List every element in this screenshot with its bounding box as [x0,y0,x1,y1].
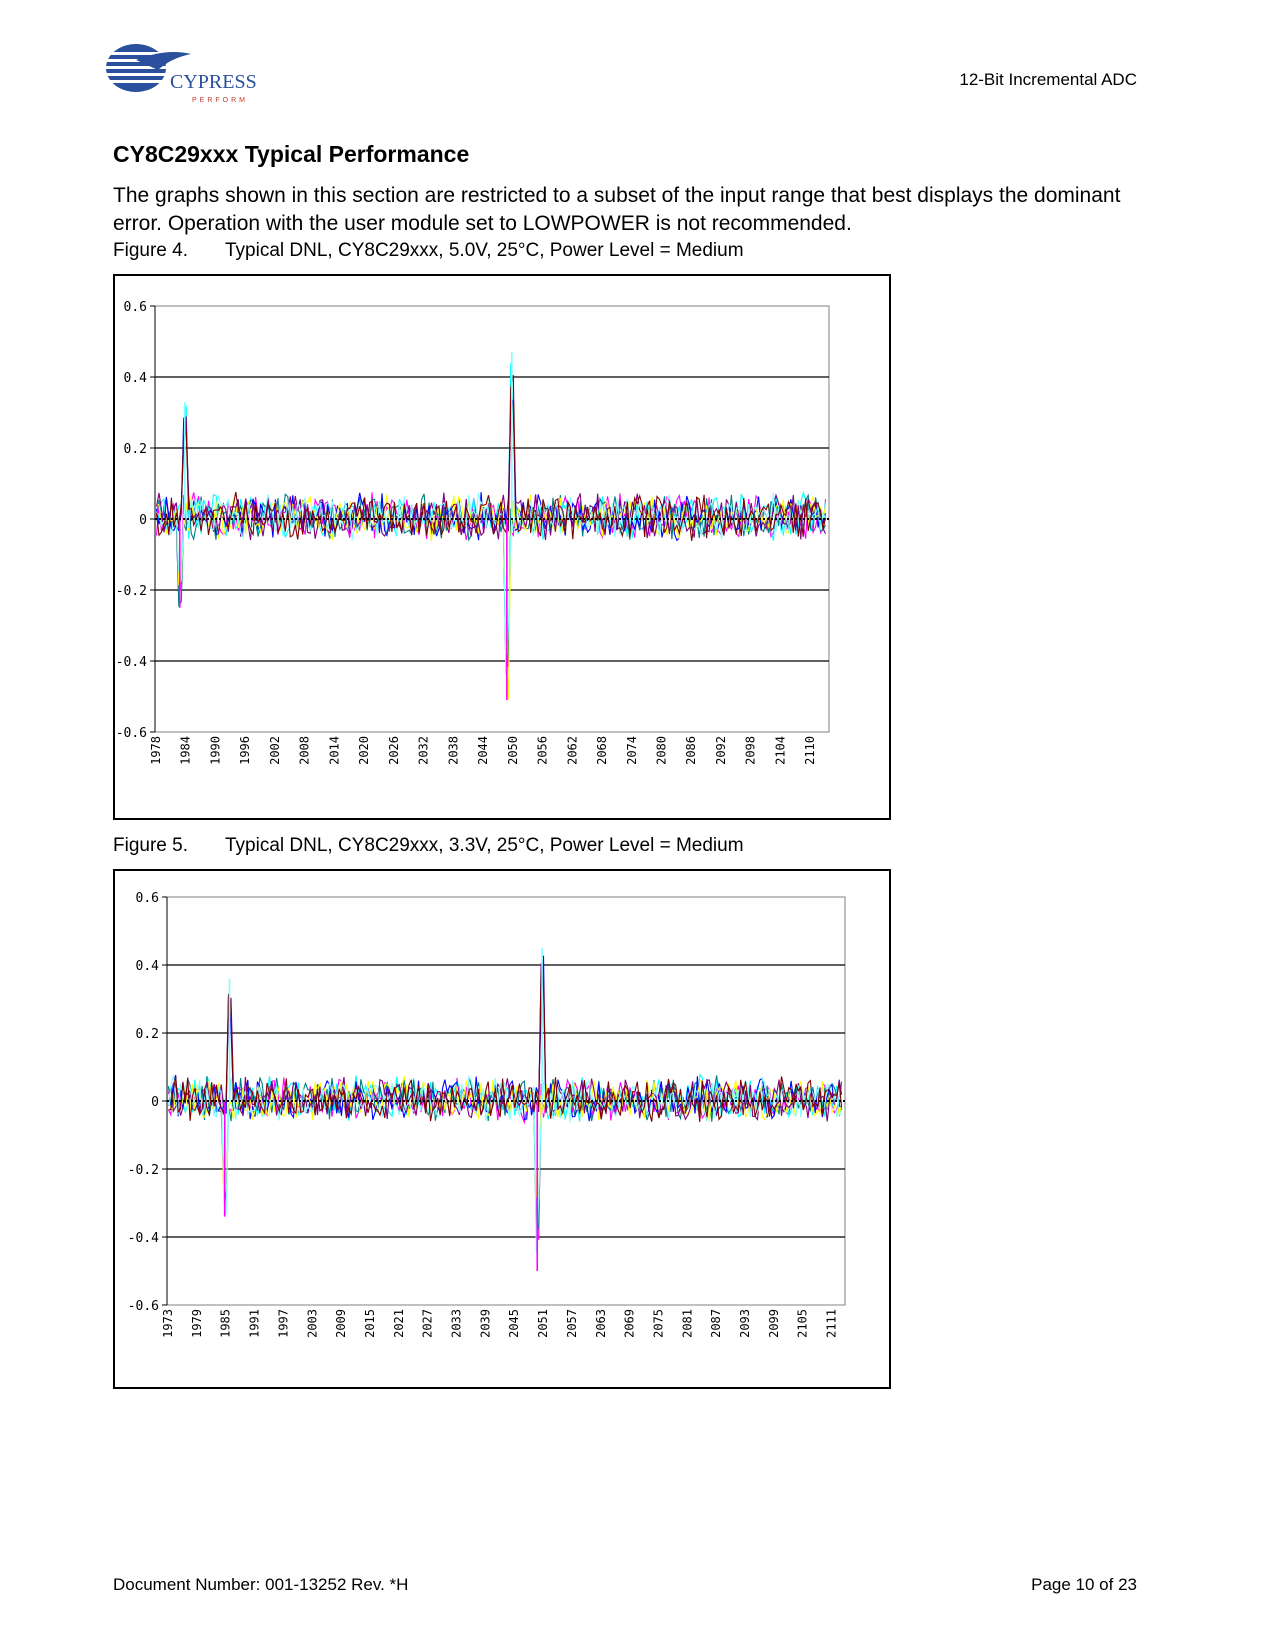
x-tick-label: 2093 [738,1309,753,1338]
y-tick-label: 0.6 [135,891,159,906]
figure-5-title: Typical DNL, CY8C29xxx, 3.3V, 25°C, Power Level = Medium [225,835,744,856]
figure-4-title: Typical DNL, CY8C29xxx, 5.0V, 25°C, Power Level = Medium [225,240,744,261]
x-tick-label: 2032 [416,736,431,765]
y-tick-label: -0.4 [115,655,147,670]
y-tick-label: 0 [139,513,147,528]
document-number: Document Number: 001-13252 Rev. *H [113,1575,409,1594]
figure-4-number: Figure 4. [113,240,188,261]
page-number: Page 10 of 23 [1031,1575,1137,1594]
x-tick-label: 2087 [709,1309,724,1338]
x-tick-label: 2003 [305,1309,320,1338]
y-tick-label: 0.4 [135,959,159,974]
x-tick-label: 2056 [535,736,550,765]
figure-5-chart [113,869,891,1389]
x-tick-label: 1997 [276,1309,291,1338]
x-tick-label: 1985 [218,1309,233,1338]
x-tick-label: 2039 [478,1309,493,1338]
y-tick-label: 0.4 [123,371,147,386]
x-tick-label: 2074 [624,736,639,765]
y-tick-label: 0.2 [135,1027,159,1042]
x-tick-label: 2027 [420,1309,435,1338]
x-tick-label: 1973 [161,1309,175,1338]
x-tick-label: 2111 [824,1309,839,1338]
y-tick-label: -0.4 [127,1231,159,1246]
x-tick-label: 1996 [238,736,253,765]
x-tick-label: 2063 [593,1309,608,1338]
x-tick-label: 1979 [189,1309,204,1338]
figure-4-plot [115,276,889,818]
x-tick-label: 2092 [713,736,728,765]
x-tick-label: 1991 [247,1309,262,1338]
figure-4-chart [113,274,891,820]
x-tick-label: 2051 [536,1309,551,1338]
figure-5-plot [115,871,889,1387]
y-tick-label: -0.6 [127,1299,159,1314]
x-tick-label: 2104 [773,736,788,765]
logo-text: CYPRESS [170,71,257,93]
figure-4-caption [113,240,744,262]
x-tick-label: 2014 [327,736,342,765]
x-tick-label: 2081 [680,1309,695,1338]
x-tick-label: 2033 [449,1309,464,1338]
x-tick-label: 2080 [654,736,669,765]
x-tick-label: 2062 [565,736,580,765]
logo-tagline: PERFORM [192,97,248,104]
x-tick-label: 2008 [297,736,312,765]
x-tick-label: 1978 [149,736,163,765]
x-tick-label: 2021 [391,1309,406,1338]
x-tick-label: 2068 [595,736,610,765]
x-tick-label: 2002 [267,736,282,765]
x-tick-label: 2009 [334,1309,349,1338]
y-tick-label: -0.2 [115,584,147,599]
figure-5-caption [113,835,744,857]
y-tick-label: -0.6 [115,726,147,741]
x-tick-label: 2069 [622,1309,637,1338]
section-heading: CY8C29xxx Typical Performance [113,141,470,167]
x-tick-label: 2050 [505,736,520,765]
x-tick-label: 1990 [208,736,223,765]
x-tick-label: 2057 [564,1309,579,1338]
x-tick-label: 2045 [507,1309,522,1338]
x-tick-label: 2044 [476,736,491,765]
figure-5-number: Figure 5. [113,835,188,856]
y-tick-label: 0.2 [123,442,147,457]
x-tick-label: 2038 [446,736,461,765]
cypress-logo [96,40,266,112]
x-tick-label: 2086 [684,736,699,765]
x-tick-label: 1984 [178,736,193,765]
x-tick-label: 2075 [651,1309,666,1338]
x-tick-label: 2026 [386,736,401,765]
document-title: 12-Bit Incremental ADC [959,70,1137,89]
y-tick-label: -0.2 [127,1163,159,1178]
intro-paragraph: The graphs shown in this section are restricted to a subset of the input range that best displays the dominant error. Operation with the user module set to LOWPOWER is not recommended. [113,184,1121,235]
x-tick-label: 2098 [743,736,758,765]
x-tick-label: 2105 [795,1309,810,1338]
x-tick-label: 2110 [803,736,818,765]
x-tick-label: 2015 [362,1309,377,1338]
x-tick-label: 2099 [766,1309,781,1338]
x-tick-label: 2020 [357,736,372,765]
y-tick-label: 0.6 [123,300,147,315]
y-tick-label: 0 [151,1095,159,1110]
